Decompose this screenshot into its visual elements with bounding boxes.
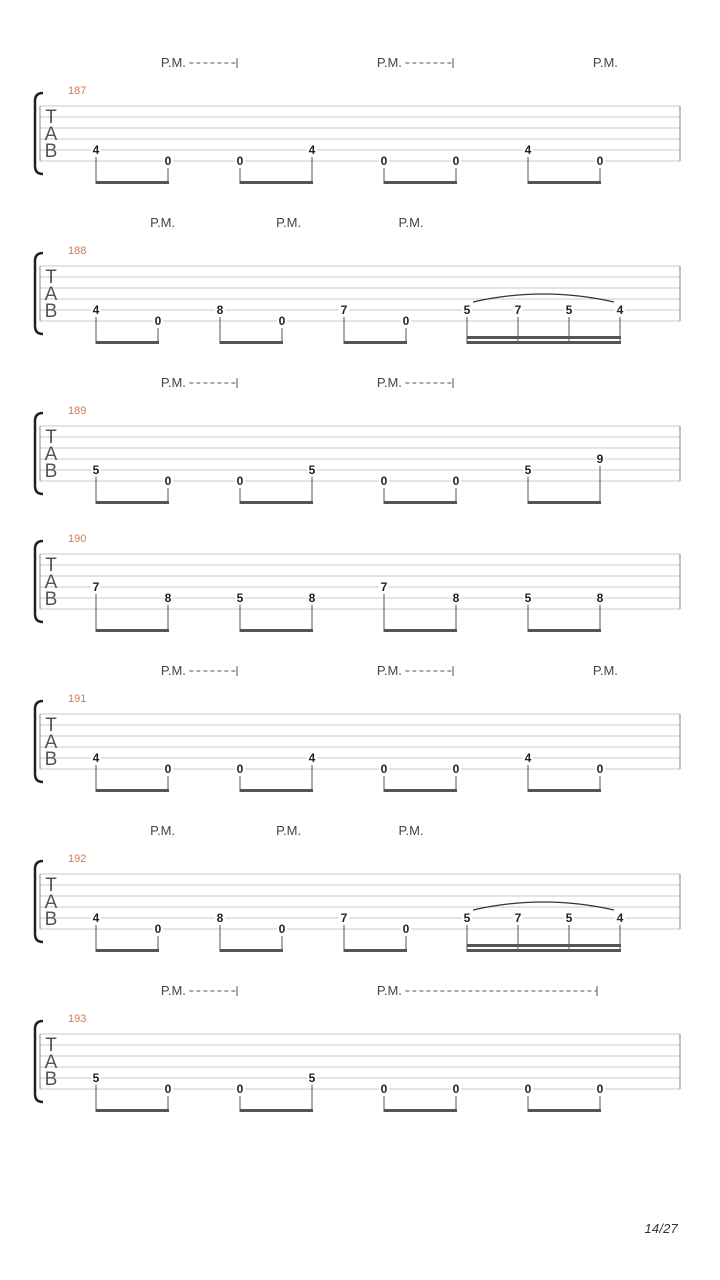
tab-clef-b: B: [44, 589, 58, 610]
tab-clef-a: A: [44, 444, 58, 465]
fret-number: 8: [308, 591, 316, 605]
beam-primary: [467, 944, 621, 947]
tab-clef-a: A: [44, 124, 58, 145]
tab-clef-t: T: [45, 555, 57, 576]
tab-clef-b: B: [44, 749, 58, 770]
fret-number: 5: [565, 911, 573, 925]
fret-number: 0: [452, 154, 460, 168]
tab-system: [35, 215, 680, 344]
fret-number: 4: [92, 751, 100, 765]
page-number: 14/27: [644, 1221, 678, 1236]
beam-secondary: [467, 341, 621, 344]
fret-number: 5: [92, 1071, 100, 1085]
system-bracket: [35, 413, 43, 494]
beam-primary: [467, 336, 621, 339]
fret-number: 4: [92, 303, 100, 317]
fret-number: 5: [236, 591, 244, 605]
fret-number: 7: [514, 303, 522, 317]
palm-mute-label: P.M.: [276, 215, 302, 230]
tab-clef-t: T: [45, 267, 57, 288]
tab-clef-a: A: [44, 572, 58, 593]
beam: [240, 501, 313, 504]
beam: [528, 181, 601, 184]
tab-clef-a: A: [44, 284, 58, 305]
palm-mute-label: P.M.: [160, 983, 186, 998]
palm-mute-label: P.M.: [160, 55, 186, 70]
fret-number: 0: [236, 1082, 244, 1096]
fret-number: 5: [92, 463, 100, 477]
fret-number: 7: [514, 911, 522, 925]
measure-number: 193: [68, 1013, 87, 1025]
beam: [344, 341, 407, 344]
fret-number: 0: [596, 762, 604, 776]
legato-slur: [473, 902, 614, 910]
fret-number: 0: [452, 1082, 460, 1096]
fret-number: 0: [164, 154, 172, 168]
beam: [96, 501, 169, 504]
beam: [220, 341, 283, 344]
palm-mute-label: P.M.: [376, 983, 402, 998]
tab-clef-b: B: [44, 141, 58, 162]
tab-clef-a: A: [44, 732, 58, 753]
beam: [240, 1109, 313, 1112]
tab-system: [35, 823, 680, 952]
tab-clef-a: A: [44, 1052, 58, 1073]
beam: [96, 181, 169, 184]
fret-number: 0: [236, 474, 244, 488]
tab-clef-t: T: [45, 107, 57, 128]
fret-number: 0: [380, 1082, 388, 1096]
fret-number: 5: [524, 591, 532, 605]
beam: [528, 1109, 601, 1112]
system-bracket: [35, 701, 43, 782]
fret-number: 7: [92, 580, 100, 594]
beam: [96, 341, 159, 344]
beam: [220, 949, 283, 952]
fret-number: 4: [616, 303, 624, 317]
fret-number: 0: [380, 762, 388, 776]
system-bracket: [35, 93, 43, 174]
beam: [96, 949, 159, 952]
tab-clef-b: B: [44, 909, 58, 930]
fret-number: 0: [452, 762, 460, 776]
fret-number: 5: [565, 303, 573, 317]
beam: [384, 1109, 457, 1112]
palm-mute-label: P.M.: [160, 663, 186, 678]
beam: [344, 949, 407, 952]
fret-number: 0: [154, 314, 162, 328]
fret-number: 0: [164, 1082, 172, 1096]
beam: [240, 181, 313, 184]
beam: [384, 181, 457, 184]
fret-number: 7: [340, 303, 348, 317]
tab-clef-b: B: [44, 301, 58, 322]
fret-number: 7: [380, 580, 388, 594]
beam: [384, 501, 457, 504]
tab-clef-t: T: [45, 875, 57, 896]
beam: [240, 629, 313, 632]
palm-mute-label: P.M.: [592, 663, 618, 678]
fret-number: 4: [524, 751, 532, 765]
tab-clef-t: T: [45, 1035, 57, 1056]
beam: [96, 1109, 169, 1112]
beam: [528, 501, 601, 504]
measure-number: 189: [68, 405, 87, 417]
measure-number: 188: [68, 245, 87, 257]
palm-mute-label: P.M.: [150, 823, 176, 838]
tab-system: [35, 533, 680, 632]
fret-number: 4: [616, 911, 624, 925]
fret-number: 8: [164, 591, 172, 605]
tab-clef-a: A: [44, 892, 58, 913]
palm-mute-label: P.M.: [150, 215, 176, 230]
tab-system: [35, 375, 680, 504]
fret-number: 8: [216, 911, 224, 925]
fret-number: 0: [164, 474, 172, 488]
tab-clef-t: T: [45, 715, 57, 736]
palm-mute-label: P.M.: [398, 823, 424, 838]
fret-number: 4: [92, 143, 100, 157]
tab-system: [35, 983, 680, 1112]
beam: [528, 629, 601, 632]
fret-number: 0: [596, 1082, 604, 1096]
tab-system: [35, 55, 680, 184]
fret-number: 4: [308, 751, 316, 765]
beam: [384, 789, 457, 792]
fret-number: 0: [402, 922, 410, 936]
fret-number: 0: [278, 922, 286, 936]
fret-number: 9: [596, 452, 604, 466]
fret-number: 0: [236, 154, 244, 168]
system-bracket: [35, 1021, 43, 1102]
system-bracket: [35, 541, 43, 622]
fret-number: 5: [308, 463, 316, 477]
beam: [96, 789, 169, 792]
legato-slur: [473, 294, 614, 302]
fret-number: 5: [524, 463, 532, 477]
beam: [240, 789, 313, 792]
tab-system: [35, 663, 680, 792]
fret-number: 4: [308, 143, 316, 157]
fret-number: 7: [340, 911, 348, 925]
fret-number: 0: [236, 762, 244, 776]
beam-secondary: [467, 949, 621, 952]
beam: [96, 629, 169, 632]
fret-number: 0: [154, 922, 162, 936]
measure-number: 187: [68, 85, 87, 97]
fret-number: 8: [596, 591, 604, 605]
palm-mute-label: P.M.: [376, 663, 402, 678]
fret-number: 0: [164, 762, 172, 776]
tab-clef-b: B: [44, 1069, 58, 1090]
system-bracket: [35, 861, 43, 942]
palm-mute-label: P.M.: [376, 375, 402, 390]
fret-number: 0: [402, 314, 410, 328]
fret-number: 5: [308, 1071, 316, 1085]
measure-number: 192: [68, 853, 87, 865]
palm-mute-label: P.M.: [160, 375, 186, 390]
fret-number: 8: [452, 591, 460, 605]
fret-number: 0: [452, 474, 460, 488]
beam: [528, 789, 601, 792]
fret-number: 0: [380, 474, 388, 488]
fret-number: 5: [463, 303, 471, 317]
fret-number: 8: [216, 303, 224, 317]
measure-number: 190: [68, 533, 87, 545]
fret-number: 0: [278, 314, 286, 328]
fret-number: 0: [596, 154, 604, 168]
palm-mute-label: P.M.: [398, 215, 424, 230]
tab-clef-b: B: [44, 461, 58, 482]
palm-mute-label: P.M.: [592, 55, 618, 70]
measure-number: 191: [68, 693, 87, 705]
palm-mute-label: P.M.: [376, 55, 402, 70]
fret-number: 0: [524, 1082, 532, 1096]
palm-mute-label: P.M.: [276, 823, 302, 838]
system-bracket: [35, 253, 43, 334]
tab-clef-t: T: [45, 427, 57, 448]
fret-number: 4: [92, 911, 100, 925]
beam: [384, 629, 457, 632]
fret-number: 5: [463, 911, 471, 925]
fret-number: 0: [380, 154, 388, 168]
fret-number: 4: [524, 143, 532, 157]
